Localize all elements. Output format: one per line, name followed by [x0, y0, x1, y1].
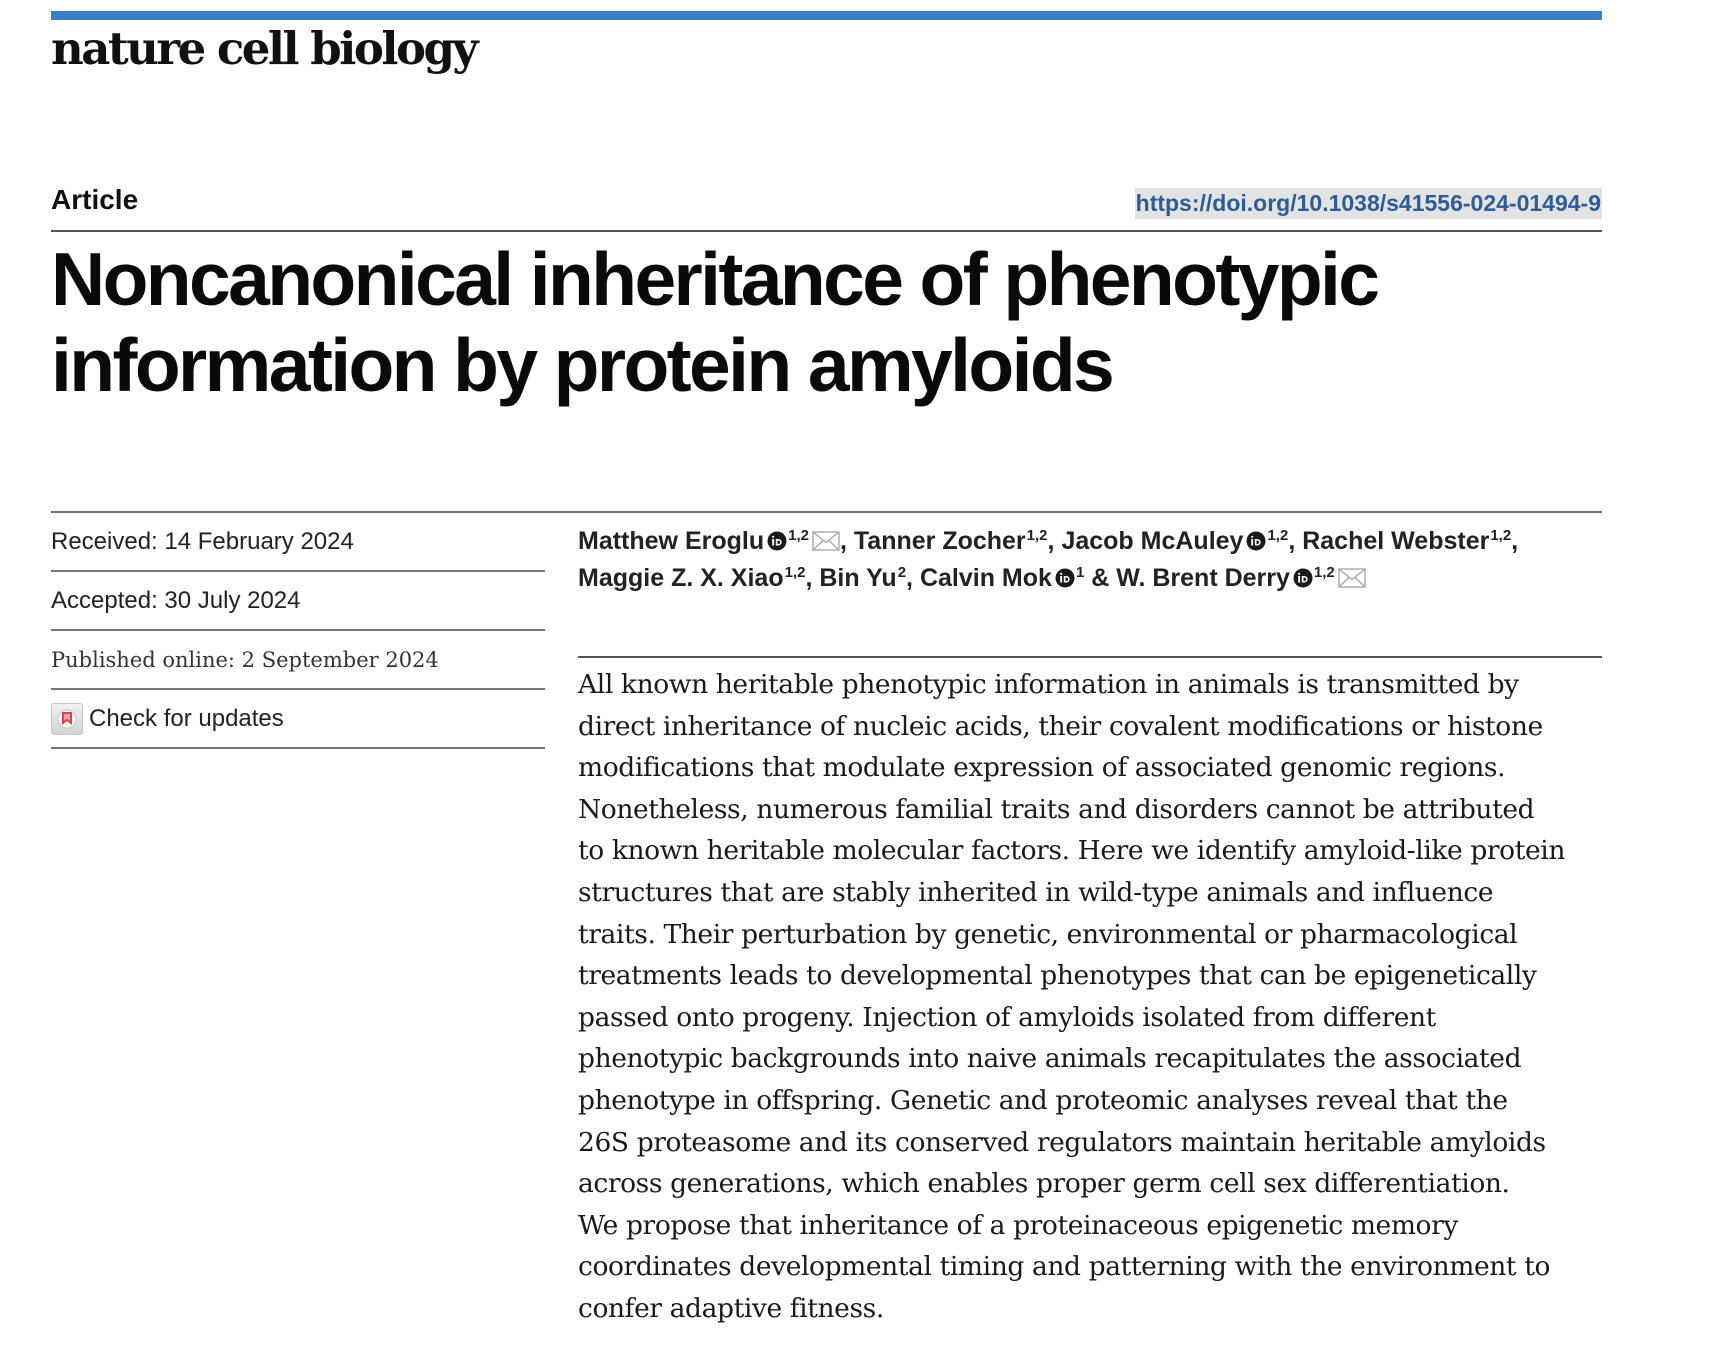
author-affiliation-marker: 1,2	[1267, 527, 1289, 544]
article-type-label: Article	[51, 184, 139, 215]
abstract-line: phenotypic backgrounds into naive animals recapitulates the associated	[578, 1043, 1522, 1075]
author-name[interactable]: Tanner Zocher$^{1,2}$,	[853, 527, 1055, 555]
abstract-line: treatments leads to developmental phenotypes that can be epigenetically	[578, 960, 1537, 992]
email-icon[interactable]	[1338, 568, 1366, 588]
journal-logo[interactable]: nature cell biology	[51, 22, 477, 75]
author-affiliation-marker: 1,2	[784, 564, 806, 581]
abstract-line: confer adaptive fitness.	[578, 1292, 884, 1324]
orcid-icon[interactable]	[1055, 568, 1075, 588]
author-name-text: Matthew Eroglu	[578, 527, 765, 555]
abstract-line: to known heritable molecular factors. Here we identify amyloid-like protein	[578, 835, 1566, 867]
abstract-line: Nonetheless, numerous familial traits and disorders cannot be attributed	[578, 793, 1535, 825]
author-affiliation-marker: 1	[1075, 564, 1085, 581]
author-name-text: Maggie Z. X. Xiao	[578, 564, 784, 592]
author-name[interactable]: Rachel Webster$^{1,2}$,	[1302, 527, 1519, 555]
abstract-line: direct inheritance of nucleic acids, their covalent modifications or histone	[578, 710, 1543, 742]
abstract-divider	[578, 656, 1602, 658]
author-name-text: Calvin Mok	[919, 564, 1052, 592]
author-name[interactable]: Jacob McAuley $^{1,2}$,	[1061, 527, 1296, 555]
abstract-line: modifications that modulate expression of associated genomic regions.	[578, 752, 1506, 784]
author-name-text: Rachel Webster	[1302, 527, 1490, 555]
journal-accent-bar	[51, 11, 1602, 20]
author-name-text: W. Brent Derry	[1116, 564, 1290, 592]
abstract-line: All known heritable phenotypic information in animals is transmitted by	[578, 669, 1519, 700]
orcid-icon[interactable]	[1293, 568, 1313, 588]
author-affiliation-marker: 2	[897, 564, 907, 581]
author-name[interactable]	[1116, 564, 1366, 592]
article-dates-panel	[51, 513, 545, 749]
published-date: Published online: 2 September 2024	[51, 631, 545, 690]
author-name-text: Bin Yu	[819, 564, 897, 592]
abstract-line: across generations, which enables proper germ cell sex differentiation.	[578, 1168, 1510, 1200]
email-icon[interactable]	[812, 531, 840, 551]
author-affiliation-marker: 1,2	[1490, 527, 1512, 544]
orcid-icon[interactable]	[767, 531, 787, 551]
abstract	[578, 664, 1618, 1330]
abstract-line: passed onto progeny. Injection of amyloids isolated from different	[578, 1001, 1436, 1033]
orcid-icon[interactable]	[1246, 531, 1266, 551]
crossmark-icon	[51, 703, 83, 735]
header-divider	[51, 230, 1602, 232]
abstract-line: 26S proteasome and its conserved regulators maintain heritable amyloids	[578, 1126, 1546, 1158]
author-list	[578, 523, 1613, 597]
author-name[interactable]: Bin Yu$^2$,	[819, 564, 913, 592]
author-name[interactable]	[920, 564, 1084, 592]
check-for-updates-button[interactable]	[51, 690, 545, 749]
article-title-line: Noncanonical inheritance of phenotypic	[51, 237, 1378, 321]
author-affiliation-marker: 1,2	[1313, 564, 1335, 581]
check-for-updates-label: Check for updates	[89, 704, 284, 732]
author-separator: &	[1091, 564, 1110, 592]
author-name[interactable]: Matthew Eroglu $^{1,2}$ ,	[578, 527, 847, 555]
author-name[interactable]: Maggie Z. X. Xiao$^{1,2}$,	[578, 564, 813, 592]
author-affiliation-marker: 1,2	[1026, 527, 1048, 544]
abstract-line: phenotype in offspring. Genetic and proteomic analyses reveal that the	[578, 1084, 1508, 1116]
abstract-line: traits. Their perturbation by genetic, environmental or pharmacological	[578, 918, 1518, 950]
author-name-text: Jacob McAuley	[1061, 527, 1244, 555]
received-date: Received: 14 February 2024	[51, 513, 545, 572]
abstract-line: structures that are stably inherited in wild-type animals and influence	[578, 876, 1494, 908]
author-name-text: Tanner Zocher	[853, 527, 1026, 555]
accepted-date: Accepted: 30 July 2024	[51, 572, 545, 631]
abstract-line: coordinates developmental timing and patterning with the environment to	[578, 1251, 1551, 1283]
abstract-line: We propose that inheritance of a proteinaceous epigenetic memory	[578, 1209, 1458, 1241]
article-title	[51, 236, 1611, 408]
author-affiliation-marker: 1,2	[788, 527, 809, 544]
article-title-line: information by protein amyloids	[51, 323, 1113, 407]
doi-link[interactable]: https://doi.org/10.1038/s41556-024-01494-9	[1135, 188, 1602, 219]
